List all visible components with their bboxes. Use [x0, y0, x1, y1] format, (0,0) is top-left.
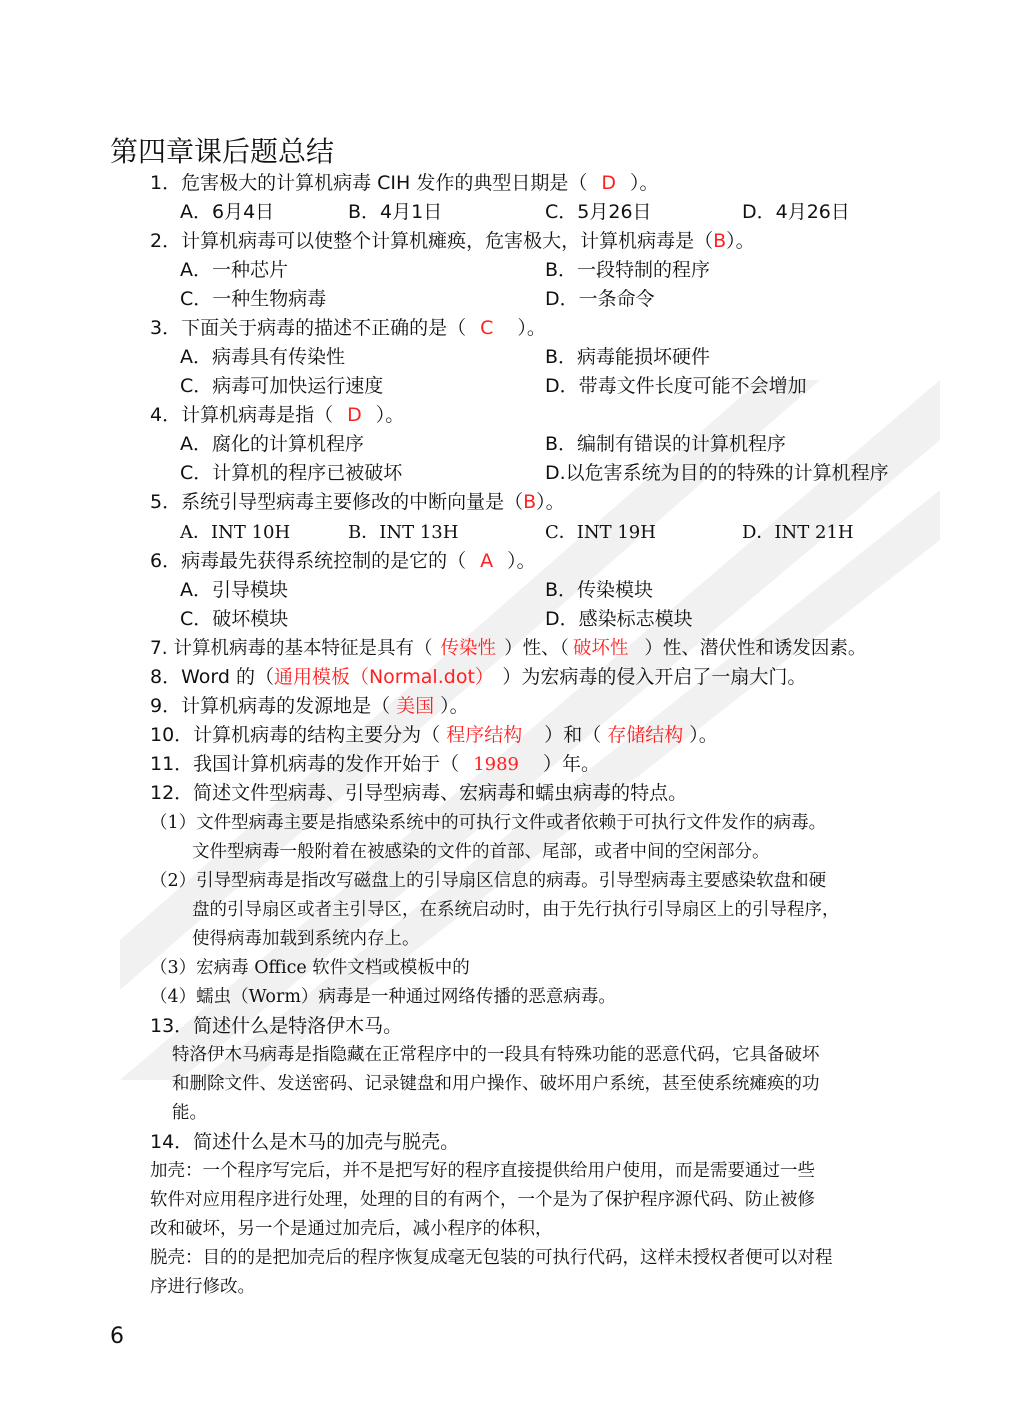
- answer-line: 盘的引导扇区或者主引导区，在系统启动时，由于先行执行引导扇区上的引导程序，: [192, 900, 840, 920]
- option: C．INT 19H: [545, 522, 656, 543]
- question-5: 5．系统引导型病毒主要修改的中断向量是（B）。: [150, 491, 565, 513]
- question-6: 6．病毒最先获得系统控制的是它的（ A ）。: [150, 550, 536, 572]
- answer-4: D: [347, 404, 362, 426]
- answer-6: A: [480, 550, 494, 572]
- option: D．带毒文件长度可能不会增加: [545, 375, 807, 397]
- option: A．腐化的计算机程序: [180, 433, 364, 455]
- option: C．病毒可加快运行速度: [180, 375, 384, 397]
- answer-7b: 破坏性: [572, 638, 629, 659]
- question-13: 13．简述什么是特洛伊木马。: [150, 1015, 403, 1037]
- option: B．传染模块: [545, 579, 654, 601]
- question-4: 4．计算机病毒是指（ D ）。: [150, 404, 405, 426]
- answer-7a: 传染性: [440, 638, 497, 659]
- question-2: 2．计算机病毒可以使整个计算机瘫痪，危害极大，计算机病毒是（B）。: [150, 230, 755, 252]
- option: D.以危害系统为目的的特殊的计算机程序: [545, 462, 889, 484]
- answer-line: （4）蠕虫（Worm）病毒是一种通过网络传播的恶意病毒。: [150, 987, 616, 1007]
- answer-line: 文件型病毒一般附着在被感染的文件的首部、尾部，或者中间的空闲部分。: [192, 842, 770, 862]
- answer-line: 加壳：一个程序写完后，并不是把写好的程序直接提供给用户使用，而是需要通过一些: [150, 1161, 815, 1181]
- option: B．一段特制的程序: [545, 259, 711, 281]
- answer-line: 能。: [172, 1103, 207, 1123]
- option: A．一种芯片: [180, 259, 288, 281]
- question-14: 14．简述什么是木马的加壳与脱壳。: [150, 1131, 460, 1153]
- answer-line: 序进行修改。: [150, 1277, 255, 1297]
- answer-5: B: [523, 491, 537, 513]
- option: C．计算机的程序已被破坏: [180, 462, 403, 484]
- option: C．一种生物病毒: [180, 288, 327, 310]
- page-number: 6: [110, 1324, 124, 1349]
- answer-9: 美国: [396, 695, 435, 717]
- answer-line: 改和破坏，另一个是通过加壳后，减小程序的体积，: [150, 1219, 553, 1239]
- option: B．INT 13H: [348, 522, 459, 543]
- option: D．一条命令: [545, 288, 655, 310]
- answer-3: C: [480, 317, 494, 339]
- option: C．破坏模块: [180, 608, 289, 630]
- answer-line: （1）文件型病毒主要是指感染系统中的可执行文件或者依赖于可执行文件发作的病毒。: [150, 813, 827, 833]
- answer-line: （2）引导型病毒是指改写磁盘上的引导扇区信息的病毒。引导型病毒主要感染软盘和硬: [150, 871, 827, 891]
- option: D．感染标志模块: [545, 608, 693, 630]
- answer-1: D: [601, 172, 616, 194]
- option: B．4月1日: [348, 201, 443, 223]
- question-12: 12．简述文件型病毒、引导型病毒、宏病毒和蠕虫病毒的特点。: [150, 782, 688, 804]
- option: B．病毒能损坏硬件: [545, 346, 711, 368]
- page-title: 第四章课后题总结: [110, 135, 335, 168]
- option: A．引导模块: [180, 579, 288, 601]
- answer-line: 软件对应用程序进行处理，处理的目的有两个，一个是为了保护程序源代码、防止被修: [150, 1190, 815, 1210]
- option: D．4月26日: [742, 201, 850, 223]
- answer-11: 1989: [473, 754, 519, 775]
- question-10: 10．计算机病毒的结构主要分为（ 程序结构 ）和（ 存储结构 ）。: [150, 724, 718, 746]
- question-7: 7. 计算机病毒的基本特征是具有（ 传染性 ）性、（ 破坏性 ）性、潜伏性和诱发因素。: [150, 638, 867, 659]
- answer-10b: 存储结构: [607, 724, 684, 746]
- question-11: 11．我国计算机病毒的发作开始于（ 1989 ）年。: [150, 753, 601, 775]
- question-9: 9．计算机病毒的发源地是（ 美国 ）。: [150, 695, 469, 717]
- question-1: 1．危害极大的计算机病毒 CIH 发作的典型日期是（ D ）。: [150, 172, 659, 194]
- answer-10a: 程序结构: [446, 724, 523, 746]
- answer-line: 脱壳：目的的是把加壳后的程序恢复成毫无包装的可执行代码，这样未授权者便可以对程: [150, 1248, 833, 1268]
- option: C．5月26日: [545, 201, 652, 223]
- option: B．编制有错误的计算机程序: [545, 433, 787, 455]
- answer-line: 使得病毒加载到系统内存上。: [192, 929, 420, 949]
- option: D．INT 21H: [742, 522, 854, 543]
- answer-line: 特洛伊木马病毒是指隐藏在正常程序中的一段具有特殊功能的恶意代码，它具备破坏: [172, 1045, 820, 1065]
- question-8: 8．Word 的（通用模板（Normal.dot） ）为宏病毒的侵入开启了一扇大门。: [150, 666, 807, 688]
- answer-line: 和删除文件、发送密码、记录键盘和用户操作、破坏用户系统，甚至使系统瘫痪的功: [172, 1074, 820, 1094]
- option: A．病毒具有传染性: [180, 346, 345, 368]
- answer-line: （3）宏病毒 Office 软件文档或模板中的: [150, 958, 470, 978]
- question-3: 3．下面关于病毒的描述不正确的是（ C ）。: [150, 317, 546, 339]
- answer-2: B: [713, 230, 727, 252]
- answer-8: 通用模板（Normal.dot）: [273, 666, 485, 688]
- option: A．6月4日: [180, 201, 275, 223]
- option: A．INT 10H: [180, 522, 291, 543]
